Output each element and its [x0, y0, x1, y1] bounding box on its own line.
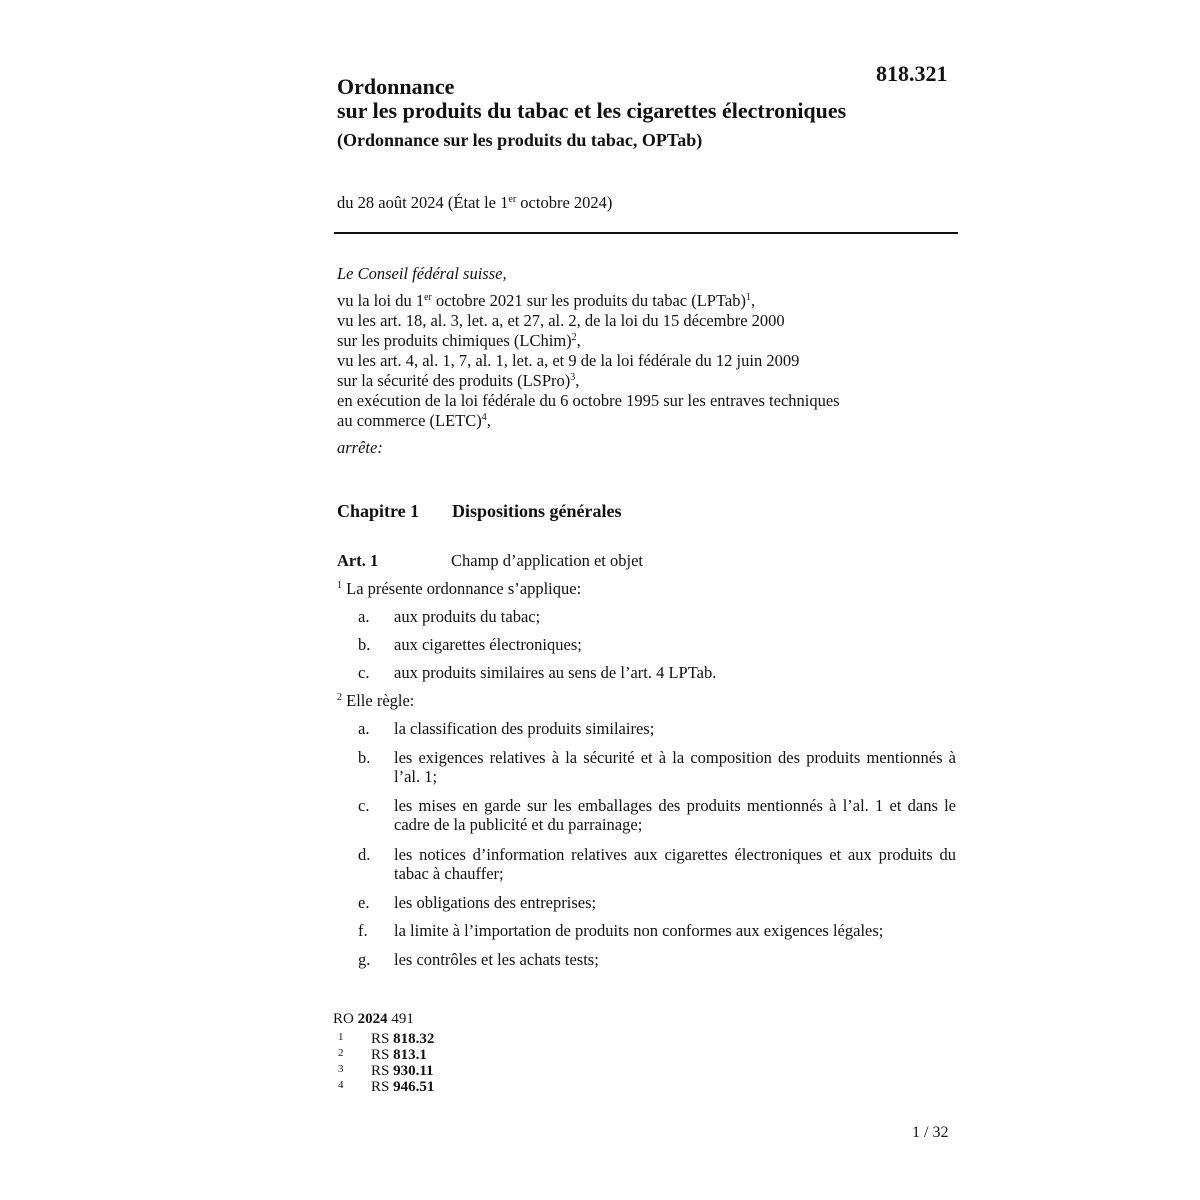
paragraph-1: $^1$ La présente ordonnance s’applique: [337, 579, 582, 598]
list-item-text: la limite à l’importation de produits non conformes aux exigences légales; [394, 921, 884, 940]
official-compilation-ref: RO 2024 491 [333, 1011, 414, 1027]
list-item-letter: d. [358, 845, 371, 864]
footnote-number: 3 [338, 1063, 344, 1075]
list-item-letter: a. [358, 607, 370, 626]
paragraph-number: 2 [337, 692, 342, 703]
preamble-line-5: sur la sécurité des produits (LSPro)$^3$, [337, 371, 580, 390]
list-item-text: aux produits similaires au sens de l’art. 4 LPTab. [394, 663, 717, 682]
list-item-text: les mises en garde sur les emballages des produits mentionnés à l’al. 1 et dans le cadre de la publicité et du parrainage; [394, 796, 956, 834]
article-number: Art. 1 [337, 551, 379, 570]
preamble-line-1: vu la loi du 1er octobre 2021 sur les produits du tabac (LPTab)$^1$, [337, 291, 756, 310]
sr-number: 818.321 [876, 61, 948, 86]
list-item-letter: e. [358, 893, 370, 912]
preamble-decree: arrête: [337, 438, 383, 457]
header-divider [334, 232, 958, 234]
list-item-letter: b. [358, 748, 371, 767]
footnote-number: 1 [338, 1031, 344, 1043]
list-item-letter: c. [358, 663, 370, 682]
document-short-title: (Ordonnance sur les produits du tabac, OPTab) [337, 130, 703, 150]
list-item-letter: c. [358, 796, 370, 815]
document-date: du 28 août 2024 (État le 1er octobre 2024) [337, 193, 613, 212]
footnote-text: RS 818.32 [371, 1031, 435, 1047]
preamble-line-3: sur les produits chimiques (LChim)$^2$, [337, 331, 581, 350]
list-item-text: aux cigarettes électroniques; [394, 635, 582, 654]
list-item-letter: f. [358, 921, 368, 940]
footnote-text: RS 930.11 [371, 1063, 434, 1079]
article-title: Champ d’application et objet [451, 551, 643, 570]
preamble-line-2: vu les art. 18, al. 3, let. a, et 27, al. 2, de la loi du 15 décembre 2000 [337, 311, 785, 330]
footnote-number: 4 [338, 1079, 344, 1091]
footnote-text: RS 946.51 [371, 1079, 435, 1095]
document-subtitle: sur les produits du tabac et les cigarettes électroniques [337, 98, 847, 123]
paragraph-number: 1 [337, 580, 342, 591]
list-item-text: les notices d’information relatives aux cigarettes électroniques et aux produits du tabac à chauffer; [394, 845, 956, 883]
footnote-text: RS 813.1 [371, 1047, 427, 1063]
preamble-line-7: au commerce (LETC)$^4$, [337, 411, 491, 430]
document-title: Ordonnance [337, 74, 455, 99]
list-item-text: la classification des produits similaires; [394, 719, 655, 738]
list-item-text: les exigences relatives à la sécurité et à la composition des produits mentionnés à l’al. 1; [394, 748, 956, 786]
list-item-text: aux produits du tabac; [394, 607, 541, 626]
list-item-letter: b. [358, 635, 371, 654]
preamble-authority: Le Conseil fédéral suisse, [337, 264, 507, 283]
list-item-text: les obligations des entreprises; [394, 893, 597, 912]
list-item-text: les contrôles et les achats tests; [394, 950, 599, 969]
paragraph-2: $^2$ Elle règle: [337, 691, 415, 710]
chapter-number: Chapitre 1 [337, 501, 420, 521]
list-item-letter: g. [358, 950, 371, 969]
page-number: 1 / 32 [912, 1124, 949, 1141]
preamble-line-6: en exécution de la loi fédérale du 6 octobre 1995 sur les entraves techniques [337, 391, 840, 410]
preamble-line-4: vu les art. 4, al. 1, 7, al. 1, let. a, et 9 de la loi fédérale du 12 juin 2009 [337, 351, 800, 370]
list-item-letter: a. [358, 719, 370, 738]
footnote-number: 2 [338, 1047, 344, 1059]
chapter-title: Dispositions générales [452, 501, 622, 521]
